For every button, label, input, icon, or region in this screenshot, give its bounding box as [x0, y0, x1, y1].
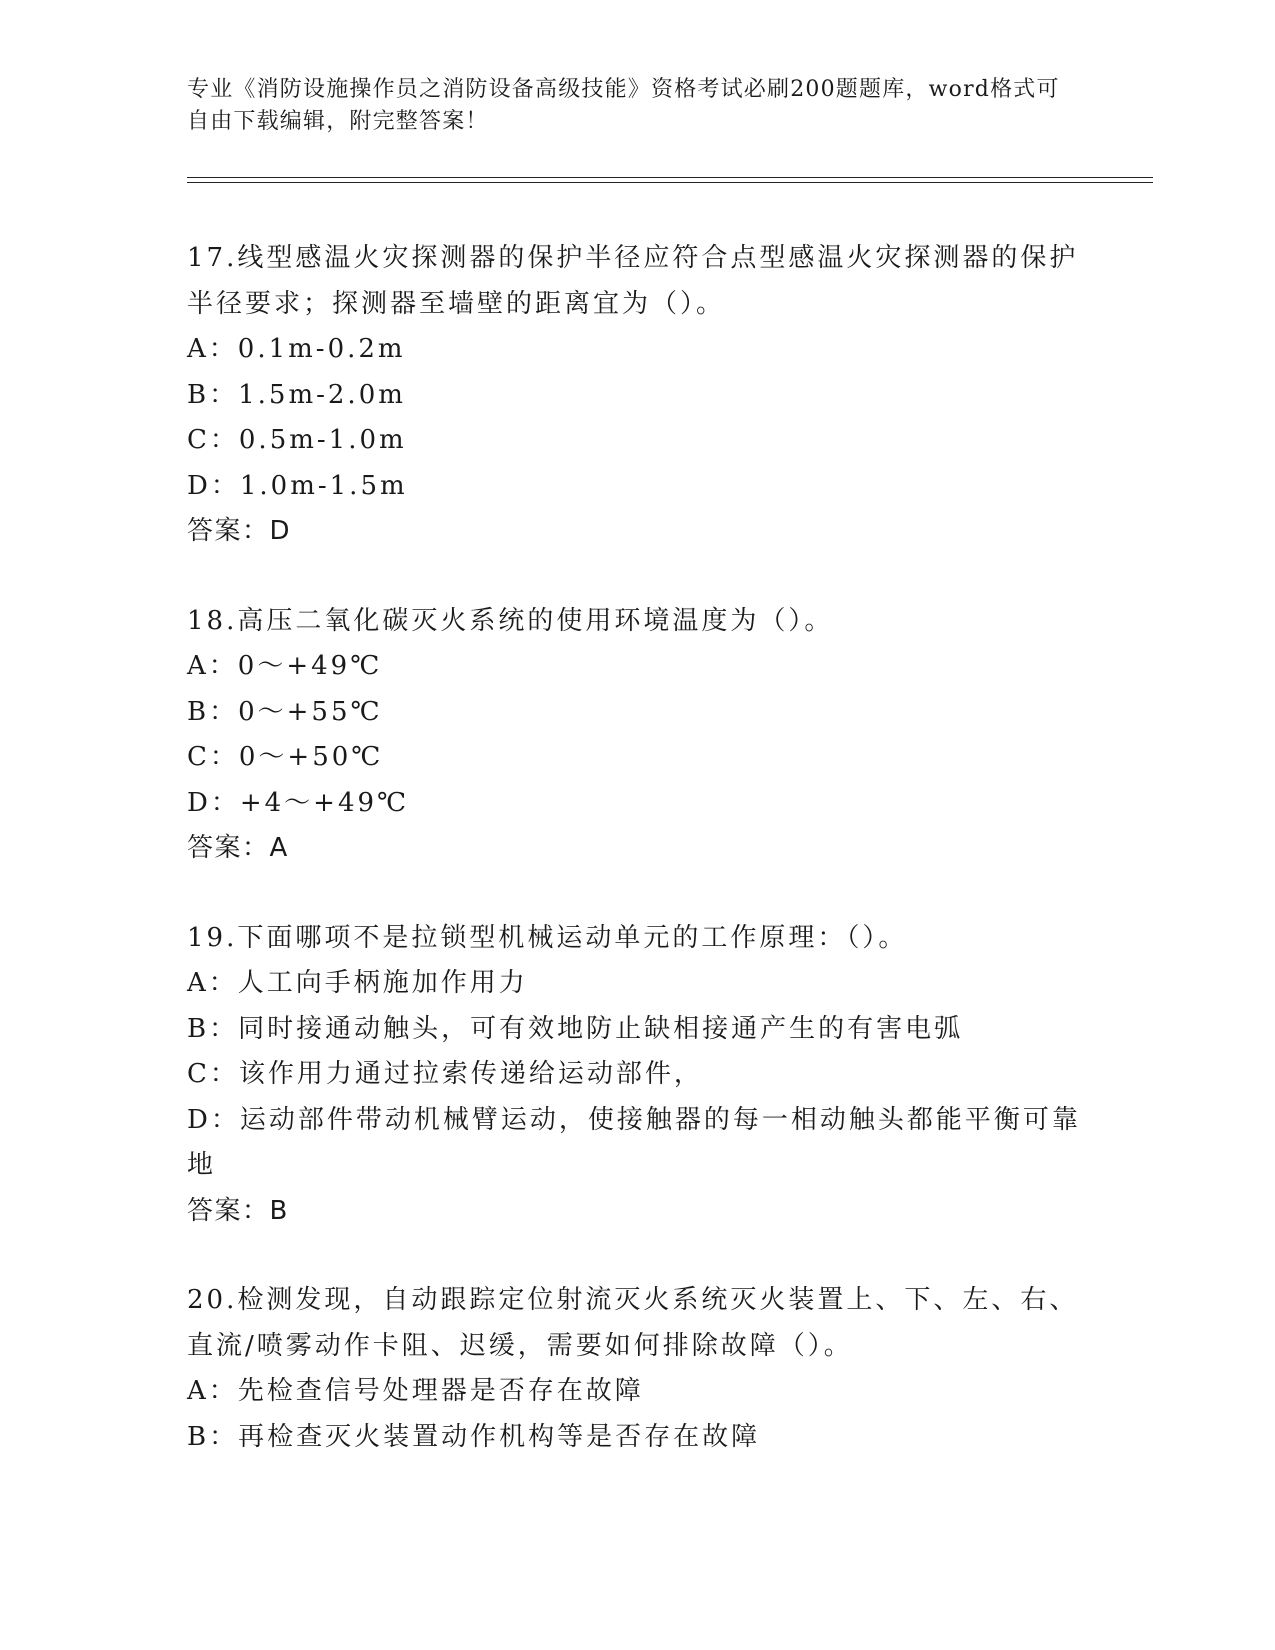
- question-20: [187, 1278, 1087, 1460]
- question-19: [187, 916, 1087, 1235]
- option-b: B：1.5m-2.0m: [187, 379, 406, 410]
- answer-line: 答案：B: [187, 1195, 289, 1226]
- option-b: B：再检查灭火装置动作机构等是否存在故障: [187, 1421, 761, 1452]
- option-c: C：该作用力通过拉索传递给运动部件，: [187, 1059, 703, 1089]
- answer-line: 答案：A: [187, 833, 289, 863]
- option-d: D：运动部件带动机械臂运动，使接触器的每一相动触头都能平衡可靠地: [187, 1104, 1081, 1180]
- header-rule-top: [187, 177, 1153, 178]
- header-rule-bottom: [187, 182, 1153, 183]
- question-text: 18.高压二氧化碳灭火系统的使用环境温度为（）。: [187, 605, 834, 636]
- document-header: 专业《消防设施操作员之消防设备高级技能》资格考试必刷200题题库，word格式可自由下载编辑，附完整答案！: [187, 77, 1060, 134]
- question-text: 17.线型感温火灾探测器的保护半径应符合点型感温火灾探测器的保护半径要求；探测器至墙壁的距离宜为（）。: [187, 243, 1079, 319]
- option-b: B：同时接通动触头，可有效地防止缺相接通产生的有害电弧: [187, 1013, 964, 1044]
- option-a: A：先检查信号处理器是否存在故障: [187, 1376, 644, 1406]
- option-a: A：0.1m-0.2m: [187, 334, 406, 364]
- question-text: 20.检测发现，自动跟踪定位射流灭火系统灭火装置上、下、左、右、直流/喷雾动作卡阻、迟缓，需要如何排除故障（）。: [187, 1285, 1079, 1361]
- option-a: A：0～+49℃: [187, 651, 383, 681]
- question-18: [187, 599, 1087, 872]
- question-list: [187, 236, 1087, 1504]
- question-17: [187, 236, 1087, 555]
- option-a: A：人工向手柄施加作用力: [187, 968, 528, 998]
- option-b: B：0～+55℃: [187, 696, 383, 727]
- question-text: 19.下面哪项不是拉锁型机械运动单元的工作原理：（）。: [187, 922, 908, 953]
- answer-line: 答案：D: [187, 516, 292, 546]
- option-c: C：0.5m-1.0m: [187, 425, 407, 455]
- option-d: D：1.0m-1.5m: [187, 470, 408, 501]
- option-d: D：+4～+49℃: [187, 787, 410, 818]
- option-c: C：0～+50℃: [187, 742, 384, 772]
